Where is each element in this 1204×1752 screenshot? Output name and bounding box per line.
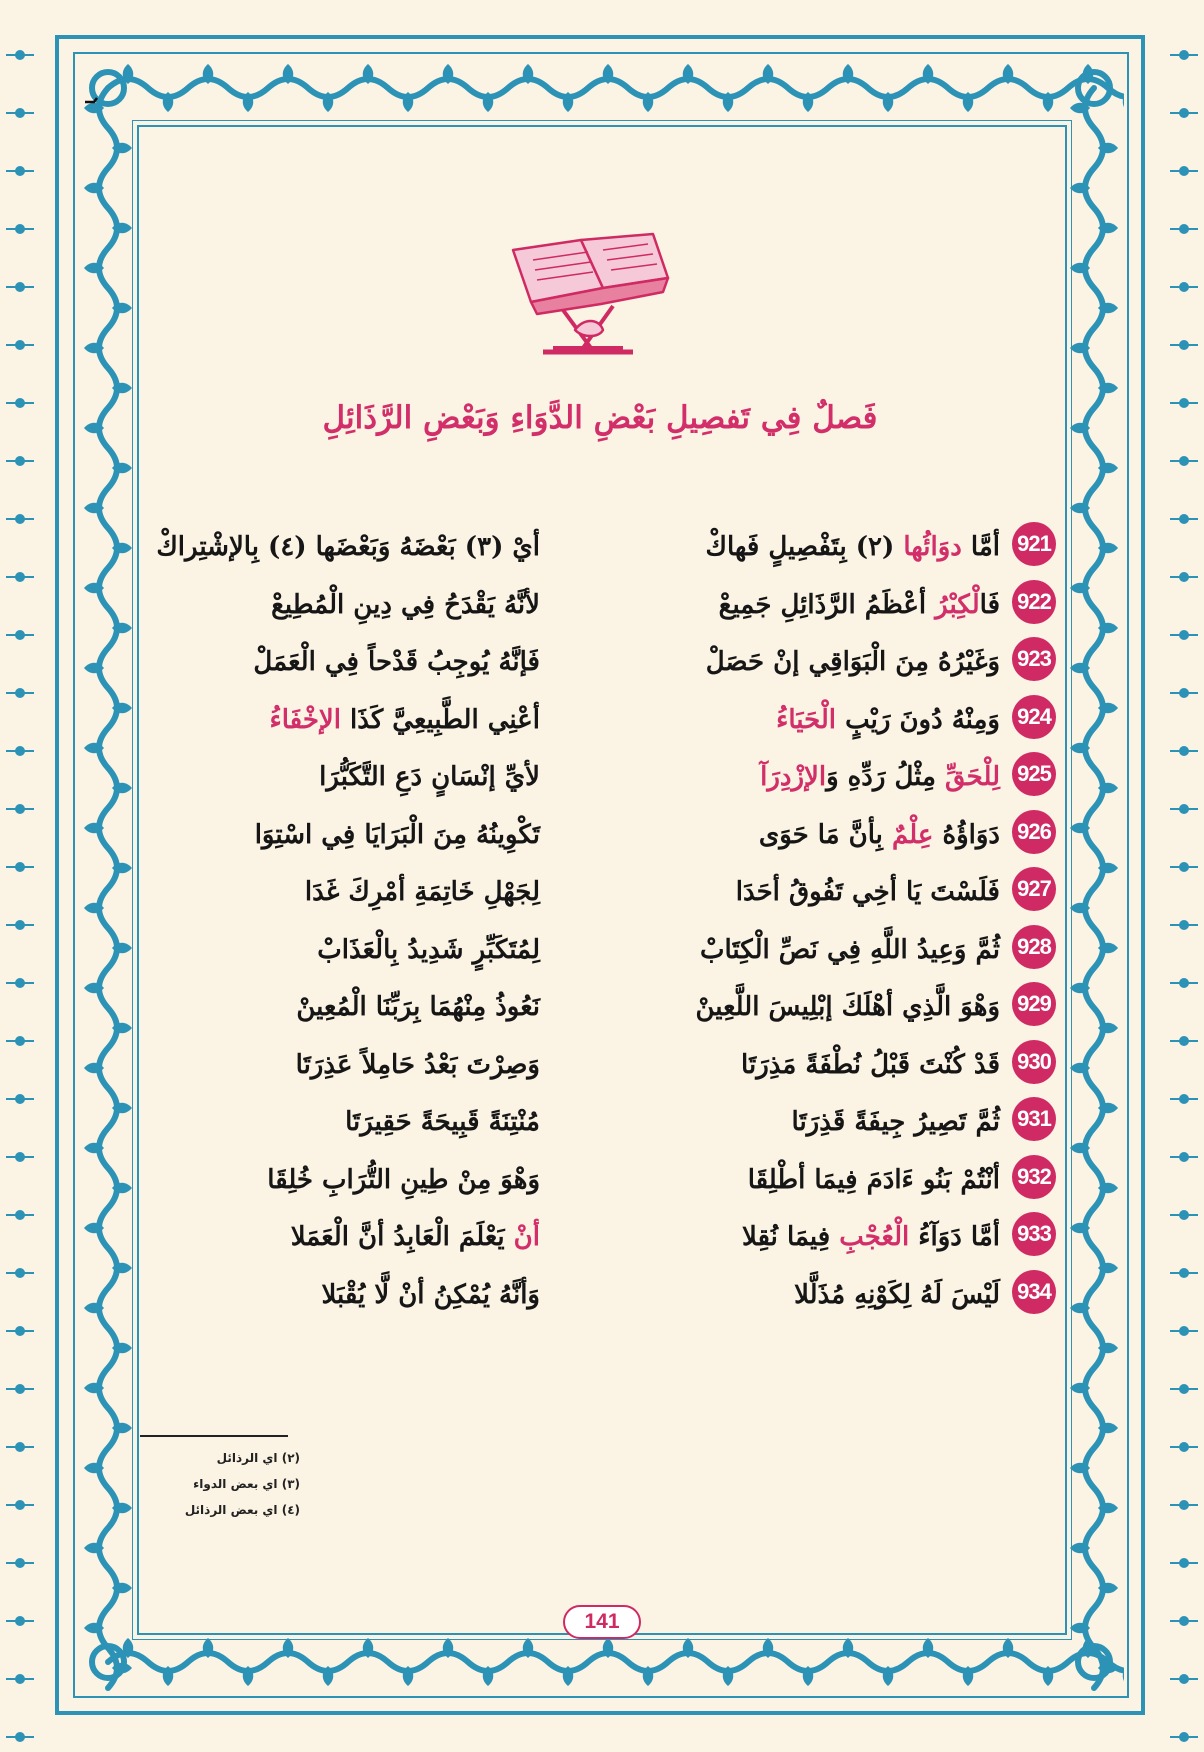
verse-hemistich-first [605, 1038, 1000, 1092]
footnote-separator [140, 1435, 288, 1437]
verse-row [140, 1095, 1060, 1149]
verse-row [140, 865, 1060, 919]
verse-hemistich-second [145, 578, 540, 632]
verse-hemistich-second [145, 923, 540, 977]
verse-hemistich-second [145, 808, 540, 862]
verse-text: نَعُوذُ مِنْهُمَا بِرَبِّنَا الْمُعِينْ [296, 992, 540, 1022]
verse-text: وَأنَّهُ يُمْكِنُ أنْ لَّا يُقْبَلا [321, 1279, 540, 1310]
verse-hemistich-first [605, 635, 1000, 689]
verse-hemistich-second [145, 693, 540, 747]
verse-text: لأنَّهُ يَقْدَحُ فِي دِينِ الْمُطِيعْ [271, 589, 540, 620]
left-margin-ornament [0, 0, 40, 1752]
verse-hemistich-second [145, 980, 540, 1034]
verse-number-badge: 933 [1012, 1212, 1056, 1256]
verse-number-badge: 929 [1012, 982, 1056, 1026]
verse-hemistich-first [605, 1095, 1000, 1149]
verse-text: دَوَاؤُهُ [933, 819, 1000, 850]
verse-text: أعْنِي الطَّبِيعِيَّ كَذَا [340, 704, 540, 735]
verse-row [140, 750, 1060, 804]
verse-hemistich-second [145, 865, 540, 919]
verse-number-badge: 930 [1012, 1040, 1056, 1084]
highlighted-word: أنْ [513, 1222, 540, 1252]
verse-hemistich-second [145, 750, 540, 804]
verse-text: بِأنَّ مَا حَوَى [758, 819, 892, 850]
verse-text: وَصِرْتَ بَعْدُ حَامِلاً عَذِرَتَا [295, 1049, 540, 1080]
verse-text: مُنْتِنَةً قَبِيحَةً حَقِيرَتَا [345, 1107, 540, 1137]
verse-hemistich-second [145, 520, 540, 574]
verse-text: وَهْوَ مِنْ طِينِ التُّرَابِ خُلِقَا [267, 1164, 540, 1195]
verse-text: تَكْوِينُهُ مِنَ الْبَرَايَا فِي اسْتِوَا [254, 819, 540, 850]
footnote: (٤) اي بعض الرذائل [184, 1503, 300, 1517]
verse-text: أنْتُمْ بَنُو ءَادَمَ فِيمَا أطْلِقَا [747, 1164, 1000, 1195]
footnotes [140, 1445, 300, 1523]
verse-row [140, 635, 1060, 689]
verse-number-badge: 932 [1012, 1155, 1056, 1199]
verse-hemistich-first [605, 865, 1000, 919]
verse-text: وَغَيْرُهُ مِنَ الْبَوَاقِي إنْ حَصَلْ [705, 647, 1000, 677]
verse-number-badge: 922 [1012, 580, 1056, 624]
verse-row [140, 923, 1060, 977]
verse-text: وَمِنْهُ دُونَ رَيْبٍ [836, 704, 1000, 735]
verse-row [140, 1038, 1060, 1092]
verse-hemistich-first [605, 923, 1000, 977]
verse-text: فَإنَّهُ يُوجِبُ قَدْحاً فِي الْعَمَلْ [253, 647, 540, 677]
verse-row [140, 808, 1060, 862]
verse-row [140, 578, 1060, 632]
verse-text: ثُمَّ تَصِيرُ جِيفَةً قَذِرَتَا [791, 1107, 1000, 1137]
verse-number-badge: 925 [1012, 752, 1056, 796]
verse-text: (٢) بِتَفْصِيلٍ فَهاكْ [705, 532, 904, 562]
verse-hemistich-first [605, 1210, 1000, 1264]
verse-text: لِمُتَكَبِّرٍ شَدِيدُ بِالْعَذَابْ [317, 934, 540, 965]
verse-number-badge: 928 [1012, 925, 1056, 969]
verse-hemistich-first [605, 693, 1000, 747]
highlighted-word: لِلْحَقِّ [945, 762, 1000, 792]
verse-hemistich-first [605, 808, 1000, 862]
highlighted-word: الإزْدِرَآ [760, 762, 827, 792]
verse-number-badge: 927 [1012, 867, 1056, 911]
verse-text: فِيمَا نُقِلا [741, 1222, 840, 1252]
highlighted-word: الإخْفَاءُ [269, 704, 341, 735]
verse-hemistich-second [145, 1268, 540, 1322]
verse-hemistich-first [605, 1268, 1000, 1322]
verse-hemistich-first [605, 578, 1000, 632]
verse-text: فَلَسْتَ يَا أخِي تَفُوقُ أحَدَا [735, 877, 1000, 907]
verse-number-badge: 934 [1012, 1270, 1056, 1314]
verse-number-badge: 921 [1012, 522, 1056, 566]
right-margin-ornament [1164, 0, 1204, 1752]
verse-text: قَدْ كُنْتَ قَبْلُ نُطْفَةً مَذِرَتَا [741, 1049, 1000, 1080]
verse-text: أعْظَمُ الرَّذَائِلِ جَمِيعْ [718, 589, 936, 620]
verse-row [140, 693, 1060, 747]
verse-text: أمَّا [961, 532, 1000, 562]
verse-hemistich-first [605, 1153, 1000, 1207]
verse-text: لأيِّ إنْسَانٍ دَعِ التَّكَبُّرَا [319, 762, 540, 792]
verse-number-badge: 931 [1012, 1097, 1056, 1141]
verse-hemistich-first [605, 750, 1000, 804]
verse-number-badge: 926 [1012, 810, 1056, 854]
page-number: 141 [563, 1605, 641, 1639]
verse-hemistich-first [605, 980, 1000, 1034]
verse-hemistich-first [605, 520, 1000, 574]
verse-row [140, 1268, 1060, 1322]
verse-text: مِثْلُ رَدِّهِ وَ [826, 762, 945, 792]
verse-number-badge: 923 [1012, 637, 1056, 681]
verse-hemistich-second [145, 1153, 540, 1207]
verse-hemistich-second [145, 1210, 540, 1264]
footnote: (٢) اي الرذائل [216, 1451, 300, 1465]
page-marker-glyph [84, 96, 98, 108]
verse-hemistich-second [145, 1038, 540, 1092]
highlighted-word: دوَائُها [903, 532, 962, 562]
quran-stand-icon [503, 230, 678, 360]
highlighted-word: لْكِبْرُ [935, 589, 980, 620]
verse-row [140, 1210, 1060, 1264]
footnote: (٣) اي بعض الدواء [193, 1477, 300, 1491]
chapter-title: فَصلٌ فِي تَفصِيلِ بَعْضِ الدَّوَاءِ وَبَعْضِ الرَّذَائِلِ [322, 400, 878, 436]
verse-text: فَا [979, 589, 1000, 620]
verse-text: يَعْلَمَ الْعَابِدُ أنَّ الْعَمَلا [290, 1222, 514, 1252]
verse-text: وَهْوَ الَّذِي أهْلَكَ إبْلِيسَ اللَّعِينْ [695, 992, 1000, 1022]
verse-hemistich-second [145, 1095, 540, 1149]
verse-text: أيْ (٣) بَعْضَهُ وَبَعْضَها (٤) بِالإشْتِراكْ [156, 532, 540, 562]
verse-text: لِجَهْلِ خَاتِمَةِ أمْرِكَ غَدَا [304, 877, 540, 907]
verse-row [140, 1153, 1060, 1207]
verse-hemistich-second [145, 635, 540, 689]
highlighted-word: عِلْمٌ [891, 819, 934, 850]
verse-row [140, 520, 1060, 574]
highlighted-word: الْحَيَاءُ [776, 704, 837, 735]
verse-number-badge: 924 [1012, 695, 1056, 739]
verse-text: ثُمَّ وَعِيدُ اللَّهِ فِي نَصِّ الْكِتَابْ [700, 934, 1000, 965]
verse-text: لَيْسَ لَهُ لِكَوْنِهِ مُذَلَّلا [794, 1279, 1000, 1310]
verse-row [140, 980, 1060, 1034]
highlighted-word: الْعُجْبِ [839, 1222, 910, 1252]
verse-text: أمَّا دَوَآءُ [909, 1222, 1000, 1252]
